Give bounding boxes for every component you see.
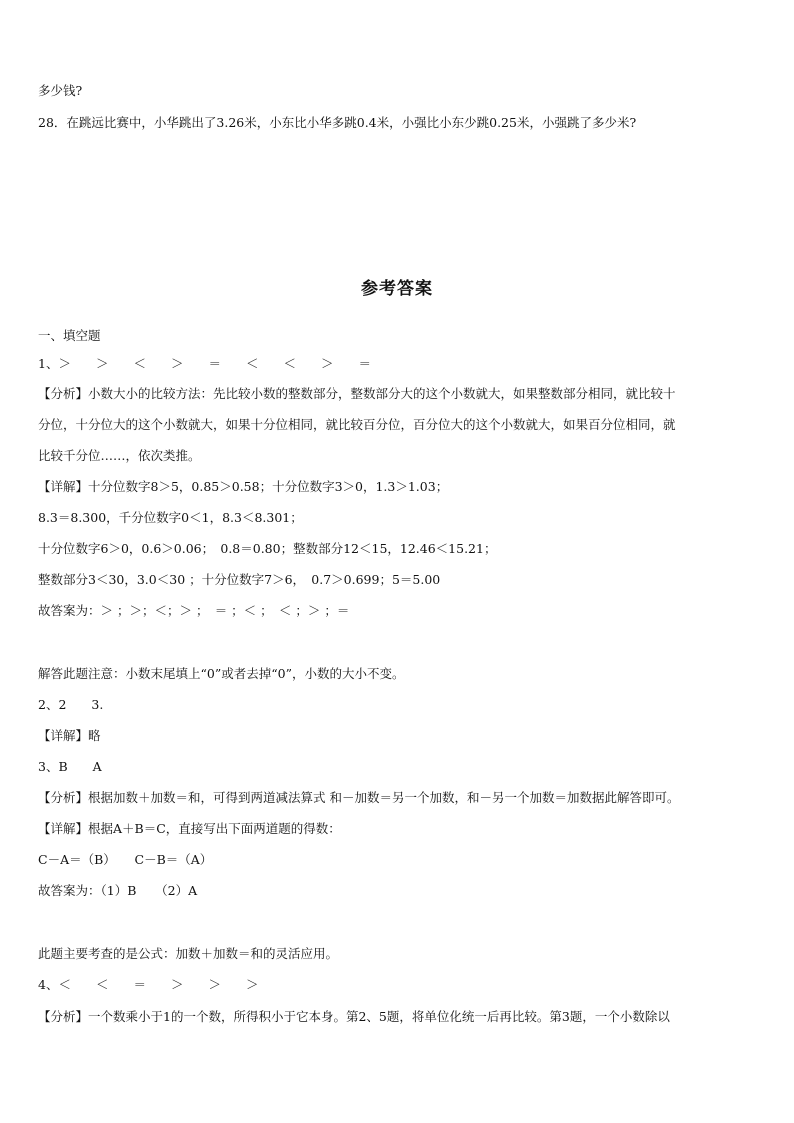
answer-3-analysis: 【分析】根据加数＋加数＝和，可得到两道减法算式 和－加数＝另一个加数，和－另一个加数＝加数据此解答即可。 bbox=[38, 790, 680, 805]
answer-2-detail: 【详解】略 bbox=[38, 728, 101, 743]
answer-1-note: 解答此题注意：小数末尾填上“0”或者去掉“0”，小数的大小不变。 bbox=[38, 666, 405, 681]
answer-1-analysis-line-3: 比较千分位……，依次类推。 bbox=[38, 448, 201, 463]
answer-3-head: 3、B A bbox=[38, 759, 102, 774]
answer-1-detail-line-4: 整数部分3＜30，3.0＜30 ；十分位数字7＞6， 0.7＞0.699；5＝5.00 bbox=[38, 572, 441, 587]
answer-4-analysis: 【分析】一个数乘小于1的一个数，所得积小于它本身。第2、5题，将单位化统一后再比较。第3题，一个小数除以 bbox=[38, 1009, 670, 1024]
question-tail-text: 多少钱? bbox=[38, 83, 83, 98]
answer-1-detail-line-3: 十分位数字6＞0，0.6＞0.06； 0.8＝0.80；整数部分12＜15，12.46＜15.21； bbox=[38, 541, 497, 556]
answer-3-note: 此题主要考查的是公式：加数＋加数＝和的灵活应用。 bbox=[38, 946, 339, 961]
section-heading-fill-in: 一、填空题 bbox=[38, 328, 101, 343]
answer-4-head: 4、＜ ＜ ＝ ＞ ＞ ＞ bbox=[38, 977, 259, 992]
answer-1-final: 故答案为：＞ ；＞；＜；＞ ； ＝ ；＜ ； ＜ ；＞ ；＝ bbox=[38, 603, 350, 618]
answer-2-head: 2、2 3. bbox=[38, 697, 104, 712]
answer-1-analysis-line-1: 【分析】小数大小的比较方法：先比较小数的整数部分，整数部分大的这个小数就大，如果整数部分相同，就比较十 bbox=[38, 386, 676, 401]
question-28: 28．在跳远比赛中，小华跳出了3.26米，小东比小华多跳0.4米，小强比小东少跳0.25米，小强跳了多少米? bbox=[38, 115, 637, 130]
answer-1-head: 1、＞ ＞ ＜ ＞ ＝ ＜ ＜ ＞ ＝ bbox=[38, 356, 371, 371]
answer-1-detail-line-1: 【详解】十分位数字8＞5，0.85＞0.58；十分位数字3＞0，1.3＞1.03； bbox=[38, 479, 449, 494]
answer-1-analysis-line-2: 分位，十分位大的这个小数就大，如果十分位相同，就比较百分位，百分位大的这个小数就大，如果百分位相同，就 bbox=[38, 417, 676, 432]
answers-title: 参考答案 bbox=[361, 279, 433, 299]
answer-3-final: 故答案为：（1）B （2）A bbox=[38, 883, 198, 898]
answer-3-detail: 【详解】根据A＋B＝C，直接写出下面两道题的得数： bbox=[38, 821, 341, 836]
answer-3-formula: C－A＝（B） C－B＝（A） bbox=[38, 852, 213, 867]
answer-1-detail-line-2: 8.3＝8.300，千分位数字0＜1，8.3＜8.301； bbox=[38, 510, 303, 525]
